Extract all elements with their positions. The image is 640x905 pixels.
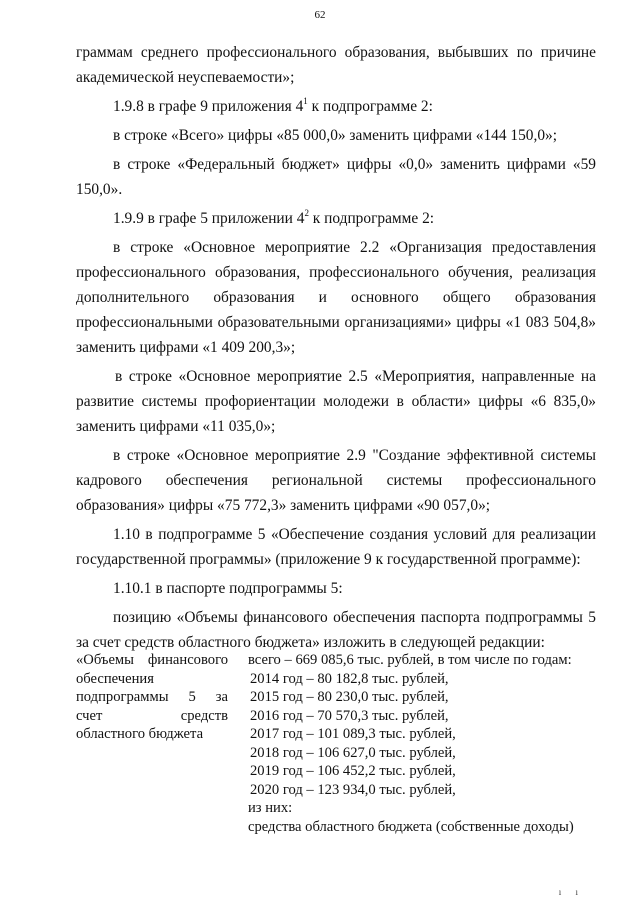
paragraph-1-9-8-tail: к подпрограмме 2: — [307, 98, 433, 115]
value-line-year: 2015 год – 80 230,0 тыс. рублей, — [250, 689, 449, 705]
superscript-2: 2 — [304, 207, 309, 218]
paragraph-federal-budget: в строке «Федеральный бюджет» цифры «0,0» заменить цифрами «59 150,0». — [76, 156, 596, 198]
value-line-year: 2019 год – 106 452,2 тыс. рублей, — [250, 763, 456, 779]
label-line: обеспечения — [76, 670, 154, 687]
paragraph-1-9-8-text: 1.9.8 в графе 9 приложения 4 — [113, 98, 304, 115]
value-line-year: 2018 год – 106 627,0 тыс. рублей, — [250, 744, 456, 761]
paragraph-1: граммам среднего профессионального образования, выбывших по причине академической неуспеваемости»; — [76, 44, 596, 86]
paragraph-event-2-9: в строке «Основное мероприятие 2.9 "Создание эффективной системы кадрового обеспечения региональной системы профессионального образования» цифры «75 772,3» заменить цифрами «90 057,0»; — [76, 447, 596, 514]
value-line-year: 2017 год – 101 089,3 тыс. рублей, — [250, 726, 456, 742]
value-line-year: 2020 год – 123 934,0 тыс. рублей, — [250, 781, 456, 798]
value-line-total: всего – 669 085,6 тыс. рублей, в том числе по годам: — [248, 652, 572, 668]
value-line-year: 2014 год – 80 182,8 тыс. рублей, — [250, 670, 449, 687]
funding-table-label — [76, 651, 228, 744]
value-line-of-them: из них: — [248, 800, 293, 816]
paragraph-1-10: 1.10 в подпрограмме 5 «Обеспечение создания условий для реализации государственной программы» (приложение 9 к государственной программе): — [76, 526, 596, 568]
paragraph-event-2-2: в строке «Основное мероприятие 2.2 «Организация предоставления профессионального образования, профессионального обучения, реализация дополнительного образования и основного общего образования профессиональными образовательными организациями» цифры «1 083 504,8» заменить цифрами «1 409 200,3»; — [76, 239, 596, 356]
page-number: 62 — [314, 9, 326, 21]
paragraph-1-9-9-text: 1.9.9 в графе 5 приложении 4 — [113, 210, 305, 227]
document-body — [76, 40, 596, 655]
paragraph-1-10-1: 1.10.1 в паспорте подпрограммы 5: — [113, 580, 343, 597]
paragraph-1-9-8 — [76, 94, 596, 119]
label-line: «Объемы финансового — [76, 652, 228, 668]
paragraph-1-9-9-tail: к подпрограмме 2: — [308, 210, 435, 227]
paragraph-vsego: в строке «Всего» цифры «85 000,0» заменить цифрами «144 150,0»; — [113, 127, 558, 144]
paragraph-event-2-5: в строке «Основное мероприятие 2.5 «Мероприятия, направленные на развитие системы профориентации молодежи в области» цифры «6 835,0» заменить цифрами «11 035,0»; — [76, 368, 596, 435]
label-line: областного бюджета — [76, 726, 204, 742]
value-line-own-revenue: средства областного бюджета (собственные доходы) — [248, 818, 574, 835]
paragraph-1-9-9 — [76, 206, 596, 231]
funding-table-values — [248, 651, 598, 836]
label-line: подпрограммы 5 за — [76, 689, 228, 705]
corner-marks: ı ı — [558, 887, 584, 897]
value-line-year: 2016 год – 70 570,3 тыс. рублей, — [250, 707, 449, 724]
paragraph-position: позицию «Объемы финансового обеспечения паспорта подпрограммы 5 за счет средств областного бюджета» изложить в следующей редакции: — [76, 609, 596, 651]
label-line: счет средств — [76, 707, 228, 724]
superscript-1: 1 — [303, 95, 308, 106]
